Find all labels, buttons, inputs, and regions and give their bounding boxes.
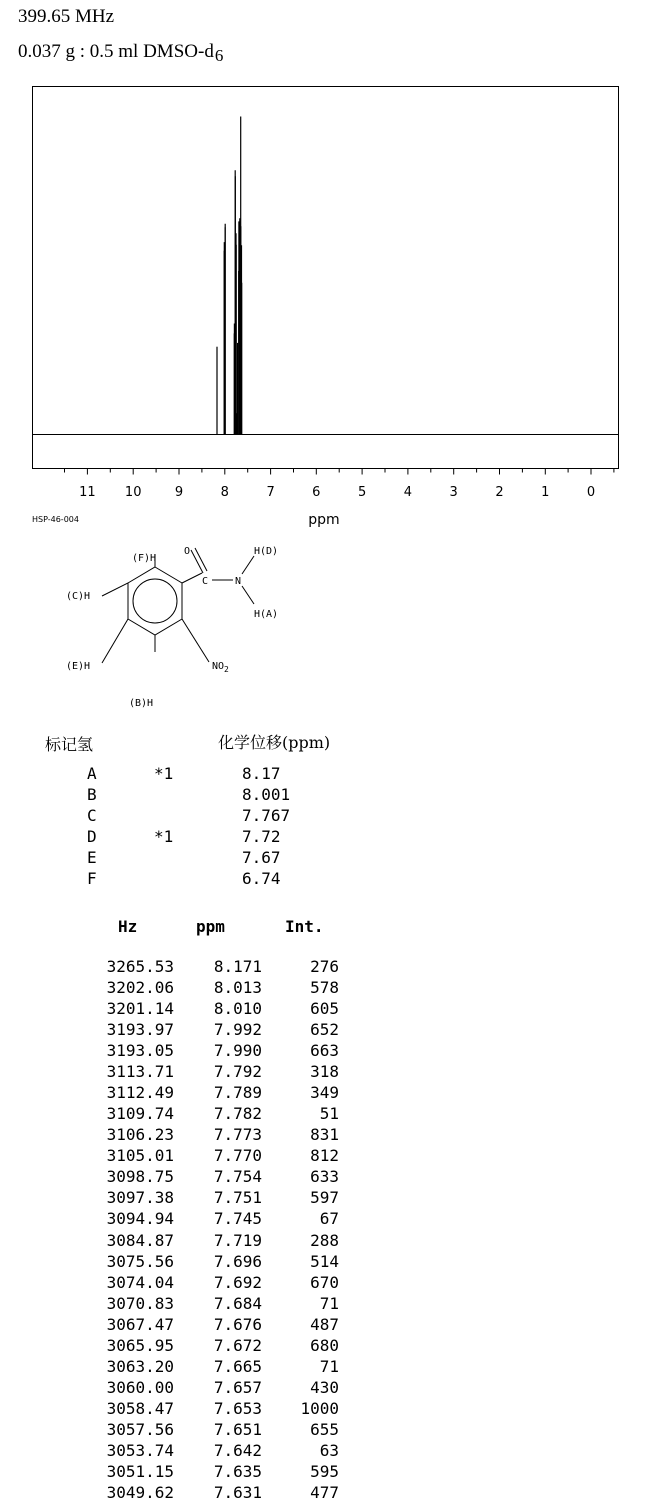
assignment-label: C xyxy=(87,806,97,825)
cell-int: 318 xyxy=(310,1062,339,1082)
cell-ppm: 7.792 xyxy=(213,1062,262,1082)
table-row xyxy=(0,1020,400,1041)
assignment-label: D xyxy=(87,827,97,846)
label-f: (F)H xyxy=(132,553,157,564)
cell-ppm: 7.653 xyxy=(213,1398,262,1418)
assignment-label: F xyxy=(87,869,97,888)
cell-ppm: 7.992 xyxy=(213,1020,262,1040)
x-tick-label: 9 xyxy=(174,485,184,500)
label-carbon: C xyxy=(202,576,209,587)
cell-int: 831 xyxy=(310,1125,339,1145)
x-axis-ticks xyxy=(65,469,614,501)
table-row xyxy=(0,1378,400,1399)
bond-c xyxy=(102,583,128,596)
label-ha: H(A) xyxy=(254,609,279,620)
cell-ppm: 7.754 xyxy=(213,1167,262,1187)
cell-hz: 3201.14 xyxy=(106,999,174,1019)
x-tick-label: 10 xyxy=(124,485,142,500)
cell-hz: 3070.83 xyxy=(106,1293,174,1313)
table-row xyxy=(0,1294,400,1315)
cell-ppm: 7.692 xyxy=(213,1272,262,1292)
table-row xyxy=(0,1441,400,1462)
label-o: O xyxy=(184,546,191,557)
cell-ppm: 8.171 xyxy=(213,957,262,976)
cell-hz: 3193.97 xyxy=(106,1020,174,1040)
cell-int: 67 xyxy=(319,1209,339,1229)
table-row xyxy=(0,1462,400,1483)
cell-ppm: 7.745 xyxy=(213,1209,262,1229)
table-row xyxy=(0,1167,400,1188)
x-tick-label: 8 xyxy=(220,485,229,500)
cell-hz: 3049.62 xyxy=(106,1483,174,1502)
cell-hz: 3094.94 xyxy=(106,1209,174,1229)
sample-description xyxy=(18,41,223,63)
cell-hz: 3051.15 xyxy=(106,1461,174,1481)
no2-main: NO xyxy=(212,661,225,672)
x-tick-label: 11 xyxy=(79,485,96,500)
header-hz: Hz xyxy=(118,917,138,936)
cell-hz: 3109.74 xyxy=(106,1104,174,1124)
assignment-row xyxy=(0,806,400,827)
aromatic-circle xyxy=(133,579,177,623)
assignment-row xyxy=(0,869,400,890)
cell-hz: 3106.23 xyxy=(106,1125,174,1145)
table-row xyxy=(0,1209,400,1230)
sample-subscript: 6 xyxy=(214,46,224,65)
assignment-label: E xyxy=(87,848,97,867)
cell-hz: 3057.56 xyxy=(106,1419,174,1439)
table-row xyxy=(0,978,400,999)
cell-hz: 3074.04 xyxy=(106,1272,174,1292)
bond-co-1 xyxy=(191,550,203,573)
cell-ppm: 7.684 xyxy=(213,1293,262,1313)
cell-ppm: 7.676 xyxy=(213,1314,262,1334)
table-row xyxy=(0,1062,400,1083)
x-tick-label: 0 xyxy=(586,485,596,500)
cell-hz: 3053.74 xyxy=(106,1440,174,1460)
table-row xyxy=(0,1104,400,1125)
spectrometer-frequency: 399.65 MHz xyxy=(18,6,115,27)
assignment-shift: 7.72 xyxy=(242,827,281,846)
cell-hz: 3113.71 xyxy=(106,1062,174,1082)
cell-hz: 3105.01 xyxy=(106,1146,174,1166)
x-tick-label: 6 xyxy=(312,485,321,500)
cell-int: 812 xyxy=(310,1146,339,1166)
cell-int: 680 xyxy=(310,1335,339,1355)
x-tick-label: 1 xyxy=(541,485,550,500)
table-row xyxy=(0,1357,400,1378)
assignment-shift: 7.767 xyxy=(242,806,291,825)
cell-int: 597 xyxy=(310,1188,339,1208)
assignment-header-shift: 化学位移(ppm) xyxy=(218,733,331,752)
cell-hz: 3265.53 xyxy=(106,957,174,976)
table-row xyxy=(0,1231,400,1252)
table-row xyxy=(0,1252,400,1273)
nmr-spectrum-chart xyxy=(0,80,652,530)
cell-hz: 3084.87 xyxy=(106,1230,174,1250)
molecule-structure xyxy=(56,538,316,713)
assignment-row xyxy=(0,848,400,869)
assignment-row xyxy=(0,785,400,806)
x-tick-label: 5 xyxy=(357,485,367,500)
cell-hz: 3058.47 xyxy=(106,1398,174,1418)
assignment-note: *1 xyxy=(154,764,174,783)
table-row xyxy=(0,1146,400,1167)
cell-int: 605 xyxy=(310,999,339,1019)
bond-nh-d xyxy=(242,556,254,574)
cell-hz: 3097.38 xyxy=(106,1188,174,1208)
label-no2 xyxy=(212,661,229,674)
cell-ppm: 7.770 xyxy=(213,1146,262,1166)
assignment-shift: 7.67 xyxy=(242,848,281,867)
assignment-label: B xyxy=(87,785,97,804)
cell-int: 487 xyxy=(310,1314,339,1334)
cell-hz: 3067.47 xyxy=(106,1314,174,1334)
cell-int: 276 xyxy=(310,957,339,976)
label-hd: H(D) xyxy=(254,546,279,557)
table-row xyxy=(0,1483,400,1504)
assignment-shift: 8.001 xyxy=(242,785,291,804)
table-row xyxy=(0,1041,400,1062)
cell-hz: 3063.20 xyxy=(106,1356,174,1376)
table-row xyxy=(0,999,400,1020)
cell-int: 633 xyxy=(310,1167,339,1187)
cell-int: 349 xyxy=(310,1083,339,1103)
table-row xyxy=(0,1399,400,1420)
table-row xyxy=(0,1315,400,1336)
x-tick-label: 3 xyxy=(449,485,458,500)
spectrum-peaks xyxy=(217,117,242,435)
table-row xyxy=(0,957,400,978)
cell-ppm: 7.635 xyxy=(213,1461,262,1481)
cell-ppm: 7.665 xyxy=(213,1356,262,1376)
cell-int: 652 xyxy=(310,1020,339,1040)
cell-int: 1000 xyxy=(300,1398,339,1418)
header-int: Int. xyxy=(285,917,324,936)
assignment-label: A xyxy=(87,764,97,783)
assignment-shift: 6.74 xyxy=(242,869,281,888)
x-tick-label: 4 xyxy=(403,485,413,500)
cell-ppm: 7.773 xyxy=(213,1125,262,1145)
bond-carbonyl xyxy=(182,573,202,583)
cell-int: 71 xyxy=(319,1356,339,1376)
cell-ppm: 8.010 xyxy=(213,999,262,1019)
table-row xyxy=(0,1188,400,1209)
spectrum-code: HSP-46-004 xyxy=(32,515,79,524)
cell-int: 430 xyxy=(310,1377,339,1397)
cell-int: 595 xyxy=(310,1461,339,1481)
cell-ppm: 7.657 xyxy=(213,1377,262,1397)
assignment-row xyxy=(0,827,400,848)
cell-int: 71 xyxy=(319,1293,339,1313)
cell-ppm: 7.631 xyxy=(213,1483,262,1502)
cell-ppm: 7.642 xyxy=(213,1440,262,1460)
table-row xyxy=(0,1336,400,1357)
no2-sub: 2 xyxy=(224,665,229,674)
bond-no2 xyxy=(182,619,209,662)
cell-hz: 3075.56 xyxy=(106,1251,174,1271)
table-row xyxy=(0,1273,400,1294)
bond-nh-a xyxy=(242,586,254,604)
cell-ppm: 7.751 xyxy=(213,1188,262,1208)
cell-ppm: 7.782 xyxy=(213,1104,262,1124)
assignment-header-label: 标记氢 xyxy=(45,735,94,754)
label-n: N xyxy=(235,576,242,587)
cell-hz: 3112.49 xyxy=(106,1083,174,1103)
cell-ppm: 7.651 xyxy=(213,1419,262,1439)
cell-int: 578 xyxy=(310,978,339,998)
cell-ppm: 7.696 xyxy=(213,1251,262,1271)
cell-ppm: 8.013 xyxy=(213,978,262,998)
x-tick-label: 2 xyxy=(495,485,504,500)
bond-co-2 xyxy=(195,548,207,571)
assignment-shift: 8.17 xyxy=(242,764,281,783)
assignment-note: *1 xyxy=(154,827,174,846)
cell-int: 288 xyxy=(310,1230,339,1250)
table-row xyxy=(0,1083,400,1104)
table-row xyxy=(0,1420,400,1441)
label-e: (E)H xyxy=(66,661,91,672)
cell-hz: 3060.00 xyxy=(106,1377,174,1397)
label-b: (B)H xyxy=(129,698,154,709)
cell-int: 51 xyxy=(319,1104,339,1124)
cell-int: 514 xyxy=(310,1251,339,1271)
x-axis-label: ppm xyxy=(308,512,340,528)
cell-hz: 3193.05 xyxy=(106,1041,174,1061)
cell-int: 63 xyxy=(319,1440,339,1460)
cell-int: 477 xyxy=(310,1483,339,1502)
x-tick-label: 7 xyxy=(266,485,275,500)
cell-hz: 3098.75 xyxy=(106,1167,174,1187)
assignment-row xyxy=(0,764,400,785)
cell-ppm: 7.990 xyxy=(213,1041,262,1061)
cell-int: 663 xyxy=(310,1041,339,1061)
cell-int: 655 xyxy=(310,1419,339,1439)
cell-hz: 3202.06 xyxy=(106,978,174,998)
table-row xyxy=(0,1125,400,1146)
label-c: (C)H xyxy=(66,591,91,602)
cell-ppm: 7.719 xyxy=(213,1230,262,1250)
cell-hz: 3065.95 xyxy=(106,1335,174,1355)
sample-main: 0.037 g : 0.5 ml DMSO-d xyxy=(18,41,214,62)
cell-ppm: 7.789 xyxy=(213,1083,262,1103)
bond-e xyxy=(102,619,128,663)
header-ppm: ppm xyxy=(196,917,225,936)
cell-ppm: 7.672 xyxy=(213,1335,262,1355)
cell-int: 670 xyxy=(310,1272,339,1292)
plot-frame xyxy=(33,87,619,469)
benzene-ring xyxy=(128,567,182,635)
